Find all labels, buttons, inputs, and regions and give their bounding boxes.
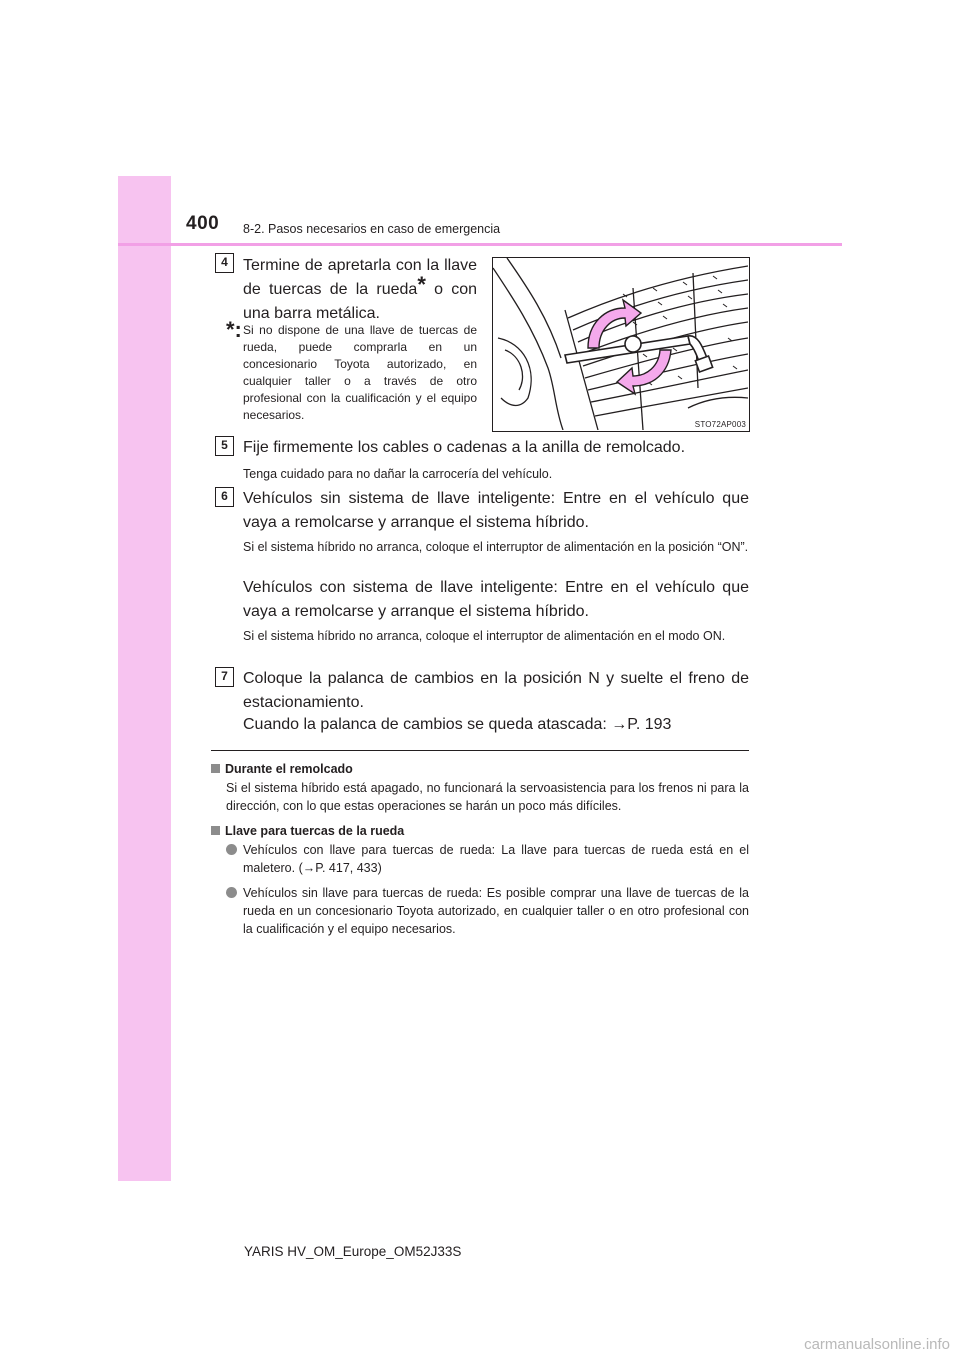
step-6-sub-a: Si el sistema híbrido no arranca, coloque el interruptor de alimentación en la posición “ON”. xyxy=(243,540,749,554)
note-1-title xyxy=(211,760,353,778)
note-2-bullet-1-text: Vehículos con llave para tuercas de rueda: La llave para tuercas de rueda está en el maletero. (→P. 417, 433) xyxy=(243,843,749,875)
step-7-text: Coloque la palanca de cambios en la posición N y suelte el freno de estacionamiento. xyxy=(243,670,749,711)
notes-divider xyxy=(211,750,749,751)
step-6-text-a: Vehículos sin sistema de llave inteligente: Entre en el vehículo que vaya a remolcarse y arranque el sistema híbrido. xyxy=(243,490,749,531)
watermark: carmanualsonline.info xyxy=(804,1336,950,1353)
step-4-text xyxy=(243,254,477,326)
note-2-bullet-2-text: Vehículos sin llave para tuercas de rueda: Es posible comprar una llave de tuercas de la rueda en un concesionario Toyota autorizado, en cualquier taller o en otro profesional con la cualificación y el equipo necesarios. xyxy=(243,886,749,936)
step-4-text-after: o con una barra metálica. xyxy=(243,281,478,322)
step-7-number: 7 xyxy=(215,667,234,687)
note-1-title-text: Durante el remolcado xyxy=(225,762,353,776)
bullet-circle-icon xyxy=(226,841,238,853)
step-5-number: 5 xyxy=(215,436,234,456)
step-4-star: * xyxy=(417,272,426,297)
step-5-text: Fije firmemente los cables o cadenas a la anilla de remolcado. xyxy=(243,439,686,456)
step-5-sub: Tenga cuidado para no dañar la carrocería del vehículo. xyxy=(243,467,553,481)
step-6-text-b: Vehículos con sistema de llave inteligente: Entre en el vehículo que vaya a remolcarse y arranque el sistema híbrido. xyxy=(243,579,749,620)
figure-code: STO72AP003 xyxy=(694,420,746,429)
note-2-title-text: Llave para tuercas de la rueda xyxy=(225,824,405,838)
footer-doc-code: YARIS HV_OM_Europe_OM52J33S xyxy=(244,1244,462,1259)
footnote-text: Si no dispone de una llave de tuercas de rueda, puede comprarla en un concesionario Toyota autorizado, en cualquier taller o a través de otro profesional con la cualificación y el equipo necesarios. xyxy=(243,323,477,422)
bullet-circle-icon xyxy=(226,884,238,896)
step-6-sub-b: Si el sistema híbrido no arranca, coloque el interruptor de alimentación en el modo ON. xyxy=(243,629,726,643)
step-6-number: 6 xyxy=(215,487,234,507)
side-band xyxy=(118,176,171,1181)
page-number: 400 xyxy=(186,213,220,234)
section-title: 8-2. Pasos necesarios en caso de emergencia xyxy=(243,222,501,236)
footnote-mark: *: xyxy=(226,317,242,342)
grille-wrench-illustration xyxy=(493,258,748,430)
bullet-square-icon xyxy=(211,826,220,835)
step-4-number: 4 xyxy=(215,253,234,273)
figure-wrench-tightening xyxy=(492,257,750,432)
note-1-body: Si el sistema híbrido está apagado, no funcionará la servoasistencia para los frenos ni para la dirección, con lo que estas operaciones se harán un poco más difíciles. xyxy=(226,781,749,813)
note-2-title xyxy=(211,822,404,840)
step-7-ref: Cuando la palanca de cambios se queda atascada: →P. 193 xyxy=(243,716,672,733)
header-rule xyxy=(118,243,842,246)
bullet-square-icon xyxy=(211,764,220,773)
step-4-text-main: Termine de apretarla con la llave de tuercas de la rueda xyxy=(243,257,477,298)
